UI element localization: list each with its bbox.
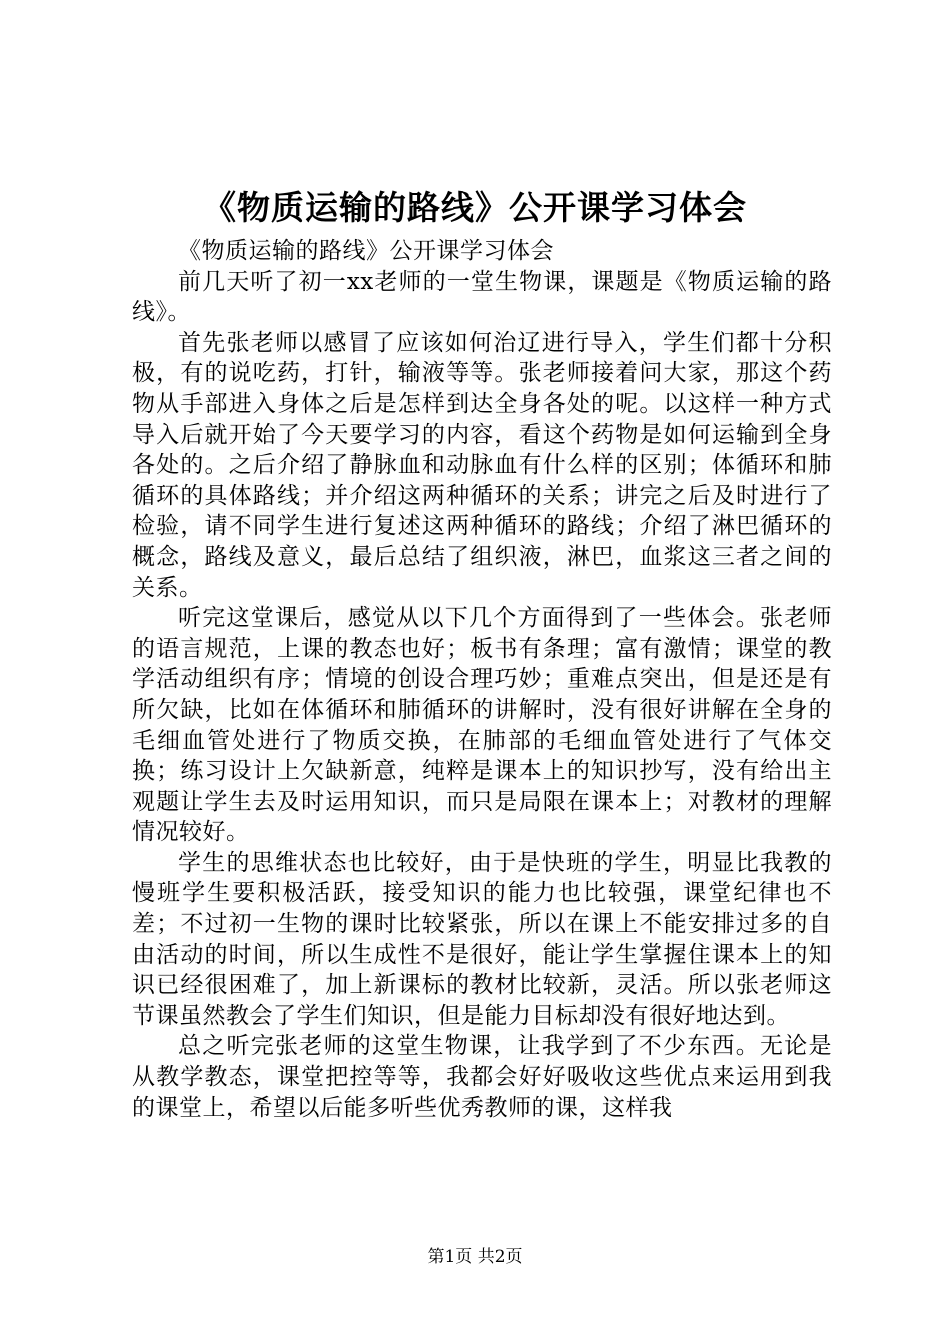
paragraph-lesson-summary: 首先张老师以感冒了应该如何治辽进行导入，学生们都十分积极，有的说吃药，打针，输液等等。张老师接着问大家，那这个药物从手部进入身体之后是怎样到达全身各处的呢。以这样一种方式导入后就开始了今天要学习的内容，看这个药物是如何运输到全身各处的。之后介绍了静脉血和动脉血有什么样的区别；体循环和肺循环的具体路线；并介绍这两种循环的关系；讲完之后及时进行了检验，请不同学生进行复述这两种循环的路线；介绍了淋巴循环的概念，路线及意义，最后总结了组织液，淋巴，血浆这三者之间的关系。 [132,329,832,601]
paragraph-subtitle: 《物质运输的路线》公开课学习体会 [178,238,554,264]
paragraph-conclusion: 总之听完张老师的这堂生物课，让我学到了不少东西。无论是从教学教态，课堂把控等等，我都会好好吸收这些优点来运用到我的课堂上，希望以后能多听些优秀教师的课，这样我 [132,1033,832,1121]
page-footer: 第1页 共2页 [427,1247,523,1267]
paragraph-students: 学生的思维状态也比较好，由于是快班的学生，明显比我教的慢班学生要积极活跃，接受知识的能力也比较强，课堂纪律也不差；不过初一生物的课时比较紧张，所以在课上不能安排过多的自由活动的时间，所以生成性不是很好，能让学生掌握住课本上的知识已经很困难了，加上新课标的教材比较新，灵活。所以张老师这节课虽然教会了学生们知识，但是能力目标却没有很好地达到。 [132,849,832,1029]
paragraph-intro: 前几天听了初一xx老师的一堂生物课，课题是《物质运输的路线》。 [132,268,832,326]
document-title: 《物质运输的路线》公开课学习体会 [203,188,747,227]
document-body [132,236,832,1123]
paragraph-impressions: 听完这堂课后，感觉从以下几个方面得到了一些体会。张老师的语言规范，上课的教态也好；板书有条理；富有激情；课堂的教学活动组织有序；情境的创设合理巧妙；重难点突出，但是还是有所欠缺，比如在体循环和肺循环的讲解时，没有很好讲解在全身的毛细血管处进行了物质交换，在肺部的毛细血管处进行了气体交换；练习设计上欠缺新意，纯粹是课本上的知识抄写，没有给出主观题让学生去及时运用知识，而只是局限在课本上；对教材的理解情况较好。 [132,605,832,846]
